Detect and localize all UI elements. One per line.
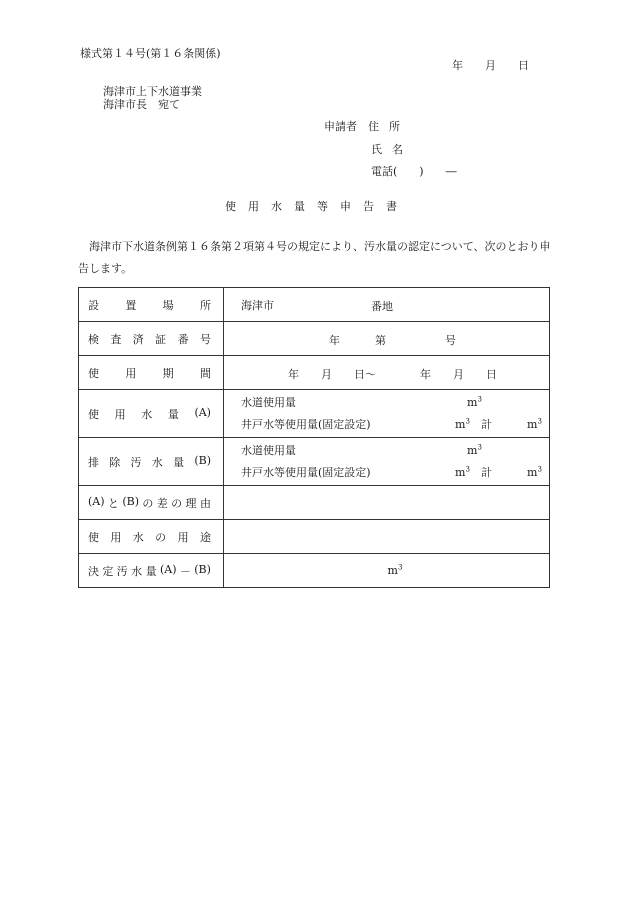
label-char: 期 <box>162 366 174 380</box>
water-usage-field[interactable] <box>224 390 550 438</box>
label-char: 量 <box>167 407 179 421</box>
label-char: 由 <box>199 496 211 510</box>
row-purpose <box>79 520 550 554</box>
water-usage-total-label: 計 <box>481 417 492 431</box>
water-usage-unit-1: $m^3$ <box>467 394 482 409</box>
row-discharge <box>79 438 550 486</box>
label-char: の <box>142 496 154 510</box>
label-char: 所 <box>199 298 211 312</box>
label-char: 証 <box>155 332 167 346</box>
discharge-field[interactable] <box>224 438 550 486</box>
label-water-usage <box>79 390 224 438</box>
label-char: 用 <box>177 530 189 544</box>
label-char: 間 <box>199 366 211 380</box>
applicant-label: 申請者 <box>324 120 357 133</box>
row-period <box>79 356 550 390</box>
label-char: (A) <box>194 405 211 419</box>
label-char: 場 <box>162 298 174 312</box>
location-city: 海津市 <box>241 298 274 312</box>
label-char: 水 <box>132 530 144 544</box>
inspection-year: 年 <box>329 334 340 347</box>
label-char: 検 <box>88 332 99 346</box>
label-period <box>79 356 224 390</box>
water-usage-line-1 <box>241 392 549 414</box>
label-char: (B) <box>194 453 211 467</box>
row-location <box>79 288 550 322</box>
water-usage-line-2-label: 井戸水等使用量(固定設定) <box>241 417 371 431</box>
label-char: 査 <box>110 332 122 346</box>
label-char: 差 <box>156 496 168 510</box>
label-char: 号 <box>199 332 211 346</box>
addressee-line-1: 海津市上下水道事業 <box>103 85 202 98</box>
applicant-phone-label: 電話( ) ― <box>371 165 457 178</box>
label-char: 理 <box>185 496 197 510</box>
label-char: 水 <box>151 455 163 469</box>
label-char: 使 <box>88 407 99 421</box>
form-number: 様式第１４号(第１６条関係) <box>80 47 221 60</box>
label-char: － <box>179 564 191 578</box>
label-purpose <box>79 520 224 554</box>
applicant-name-label: 氏名 <box>371 143 413 156</box>
decision-unit: $m^3$ <box>387 563 403 577</box>
row-decision <box>79 554 550 588</box>
water-usage-line-2 <box>241 414 549 436</box>
row-diff-reason <box>79 486 550 520</box>
discharge-unit-2: $m^3$ <box>455 464 470 479</box>
label-location <box>79 288 224 322</box>
purpose-field[interactable] <box>224 520 550 554</box>
intro-paragraph: 海津市下水道条例第１６条第２項第４号の規定により、汚水量の認定について、次のとおり申告します。 <box>78 240 551 275</box>
row-inspection <box>79 322 550 356</box>
label-char: 使 <box>88 530 99 544</box>
inspection-dai: 第 <box>375 334 386 347</box>
label-char: (A) <box>88 494 105 508</box>
discharge-total-label: 計 <box>481 465 492 479</box>
label-char: 水 <box>141 407 153 421</box>
location-field[interactable] <box>224 288 550 322</box>
label-char: 量 <box>173 455 185 469</box>
label-char: 汚 <box>116 564 128 578</box>
label-char: 汚 <box>130 455 142 469</box>
label-diff-reason <box>79 486 224 520</box>
label-char: 排 <box>88 455 99 469</box>
discharge-line-2-label: 井戸水等使用量(固定設定) <box>241 465 371 479</box>
label-char: (B) <box>122 494 139 508</box>
inspection-field[interactable] <box>224 322 550 356</box>
label-char: 量 <box>145 564 157 578</box>
label-char: の <box>155 530 167 544</box>
discharge-unit-3: $m^3$ <box>527 464 542 479</box>
label-char: 置 <box>125 298 137 312</box>
discharge-line-1-label: 水道使用量 <box>241 443 296 457</box>
water-usage-unit-2: $m^3$ <box>455 416 470 431</box>
label-char: 済 <box>132 332 144 346</box>
applicant-address-label: 住所 <box>368 120 410 133</box>
discharge-unit-1: $m^3$ <box>467 442 482 457</box>
label-discharge <box>79 438 224 486</box>
label-char: の <box>171 496 183 510</box>
decision-field[interactable] <box>224 554 550 588</box>
discharge-line-2 <box>241 462 549 484</box>
label-char: 設 <box>88 298 99 312</box>
water-usage-line-1-label: 水道使用量 <box>241 395 296 409</box>
label-decision <box>79 554 224 588</box>
label-char: (A) <box>159 562 177 576</box>
label-char: 途 <box>199 530 211 544</box>
label-char: 用 <box>110 530 122 544</box>
label-char: と <box>107 496 119 510</box>
diff-reason-field[interactable] <box>224 486 550 520</box>
discharge-line-1 <box>241 440 549 462</box>
inspection-go: 号 <box>445 334 456 347</box>
row-water-usage <box>79 390 550 438</box>
label-char: 用 <box>125 366 137 380</box>
label-inspection <box>79 322 224 356</box>
label-char: 定 <box>102 564 114 578</box>
declaration-table <box>78 287 550 588</box>
label-char: 水 <box>131 564 143 578</box>
label-char: 番 <box>177 332 189 346</box>
period-value: 年 月 日～ 年 月 日 <box>288 368 497 381</box>
date-line: 年 月 日 <box>452 59 529 72</box>
label-char: 除 <box>109 455 121 469</box>
period-field[interactable] <box>224 356 550 390</box>
label-char: 使 <box>88 366 99 380</box>
label-char: 用 <box>114 407 126 421</box>
label-char: (B) <box>194 562 211 576</box>
document-title: 使用水量等申告書 <box>225 200 409 213</box>
water-usage-unit-3: $m^3$ <box>527 416 542 431</box>
location-suffix: 番地 <box>371 300 393 313</box>
label-char: 決 <box>88 564 99 578</box>
addressee-line-2: 海津市長 宛て <box>103 98 180 111</box>
